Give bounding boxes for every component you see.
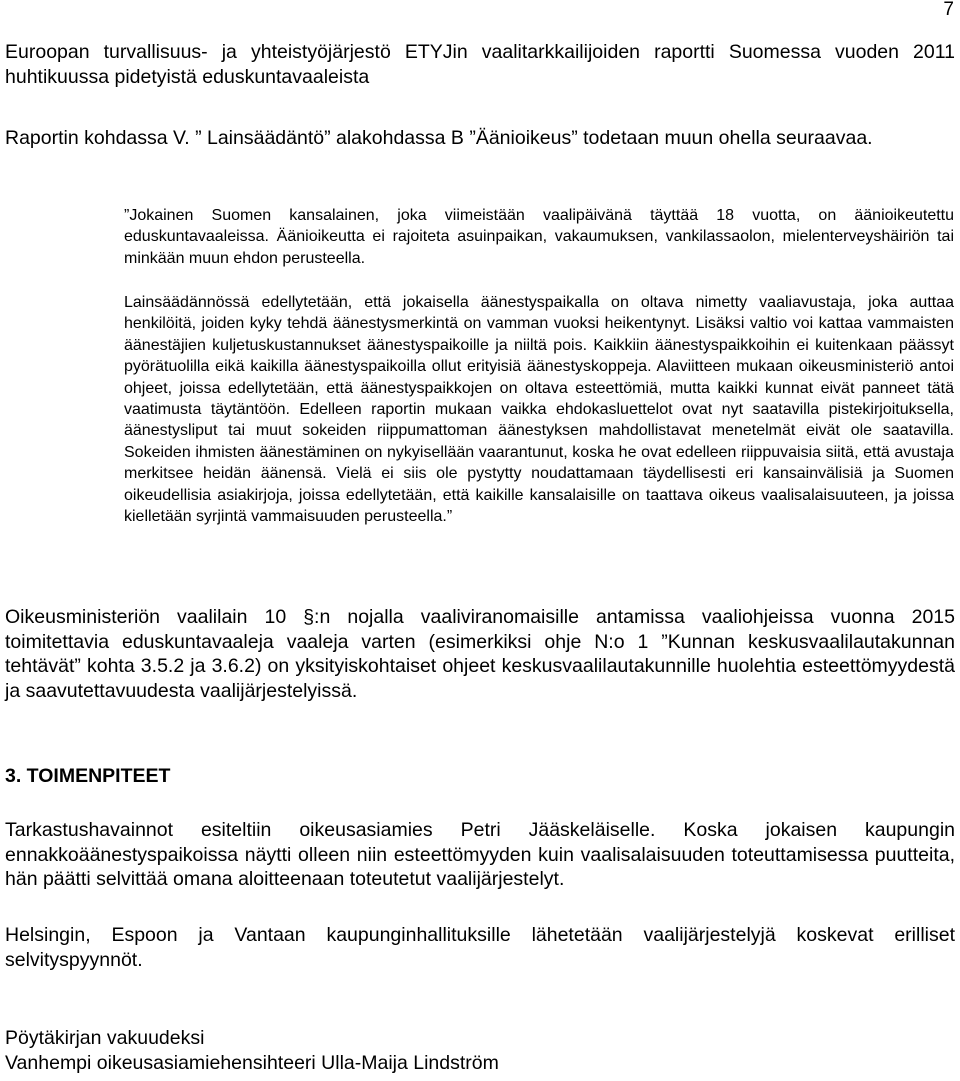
- ministry-instructions-paragraph: Oikeusministeriön vaalilain 10 §:n nojalla vaaliviranomaisille antamissa vaaliohjeissa vuonna 2015 toimitettavia eduskuntavaaleja vaaleja varten (esimerkiksi ohje N:o 1 ”Kunnan keskusvaalilautakunnan tehtävät” kohta 3.5.2 ja 3.6.2) on yksityiskohtaiset ohjeet keskusvaalilautakunnille huolehtia esteettömyydestä ja saavutettavuudesta vaalijärjestelyissä.: [5, 606, 955, 702]
- measures-paragraph-investigation: Tarkastushavainnot esiteltiin oikeusasiamies Petri Jääskeläiselle. Koska jokaisen kaupungin ennakkoäänestyspaikoissa näytti olleen niin esteettömyyden kuin vaalisalaisuuden toteuttamisessa puutteita, hän päätti selvittää omana aloitteenaan toteutetut vaalijärjestelyt.: [5, 819, 955, 891]
- quote-paragraph-accessibility: Lainsäädännössä edellytetään, että jokaisella äänestyspaikalla on oltava nimetty vaaliavustaja, joka auttaa henkilöitä, joiden kyky tehdä äänestysmerkintä on vamman vuoksi heikentynyt. Lisäksi valtio voi kattaa vammaisten äänestäjien kuljetuskustannukset äänestyspaikoille ja niiltä pois. Kaikkiin äänestyspaikkoihin ei kuitenkaan päässyt pyörätuolilla eikä kaikilla äänestyspaikoilla ollut erityisiä äänestyskoppeja. Alaviitteen mukaan oikeusministeriö antoi ohjeet, joissa edellytetään, että äänestyspaikkojen on oltava esteettömiä, mutta kaikki kunnat eivät panneet tätä vaatimusta täytäntöön. Edelleen raportin mukaan vaikka ehdokasluettelot ovat nyt saatavilla pistekirjoituksella, äänestysliput tai muut sokeiden riippumattoman äänestyksen mahdollistavat menetelmät eivät ole saatavilla. Sokeiden ihmisten äänestäminen on nykyisellään vaarantunut, koska he ovat edelleen riippuvaisia siitä, että avustaja merkitsee heidän äänensä. Vielä ei siis ole pystytty noudattamaan täydellisesti eri kansainvälisiä ja Suomen oikeudellisia asiakirjoja, joissa edellytetään, että kaikille kansalaisille on taattava oikeus vaalisalaisuuteen, ja joissa kielletään syrjintä vammaisuuden perusteella.”: [124, 294, 954, 526]
- section-heading: 3. TOIMENPITEET: [5, 765, 171, 787]
- signature-signer: Vanhempi oikeusasiamiehensihteeri Ulla-Maija Lindström: [5, 1051, 499, 1074]
- report-intro-paragraph: Raportin kohdassa V. ” Lainsäädäntö” alakohdassa B ”Äänioikeus” todetaan muun ohella seuraavaa.: [5, 127, 873, 149]
- measures-paragraph-requests: Helsingin, Espoon ja Vantaan kaupunginhallituksille lähetetään vaalijärjestelyjä koskevat erilliset selvityspyynnöt.: [5, 924, 955, 971]
- quote-paragraph-voting-rights: ”Jokainen Suomen kansalainen, joka viimeistään vaalipäivänä täyttää 18 vuotta, on äänioikeutettu eduskuntavaaleissa. Äänioikeutta ei rajoiteta asuinpaikan, vakaumuksen, vankilassaolon, mielenterveyshäiriön tai minkään muun ehdon perusteella.: [124, 207, 954, 267]
- signature-label: Pöytäkirjan vakuudeksi: [5, 1027, 205, 1049]
- signature-block: [5, 1026, 955, 1075]
- report-title: Euroopan turvallisuus- ja yhteistyöjärjestö ETYJin vaalitarkkailijoiden raportti Suomessa vuoden 2011 huhtikuussa pidetyistä eduskuntavaaleista: [5, 41, 955, 88]
- page-number: 7: [943, 0, 954, 20]
